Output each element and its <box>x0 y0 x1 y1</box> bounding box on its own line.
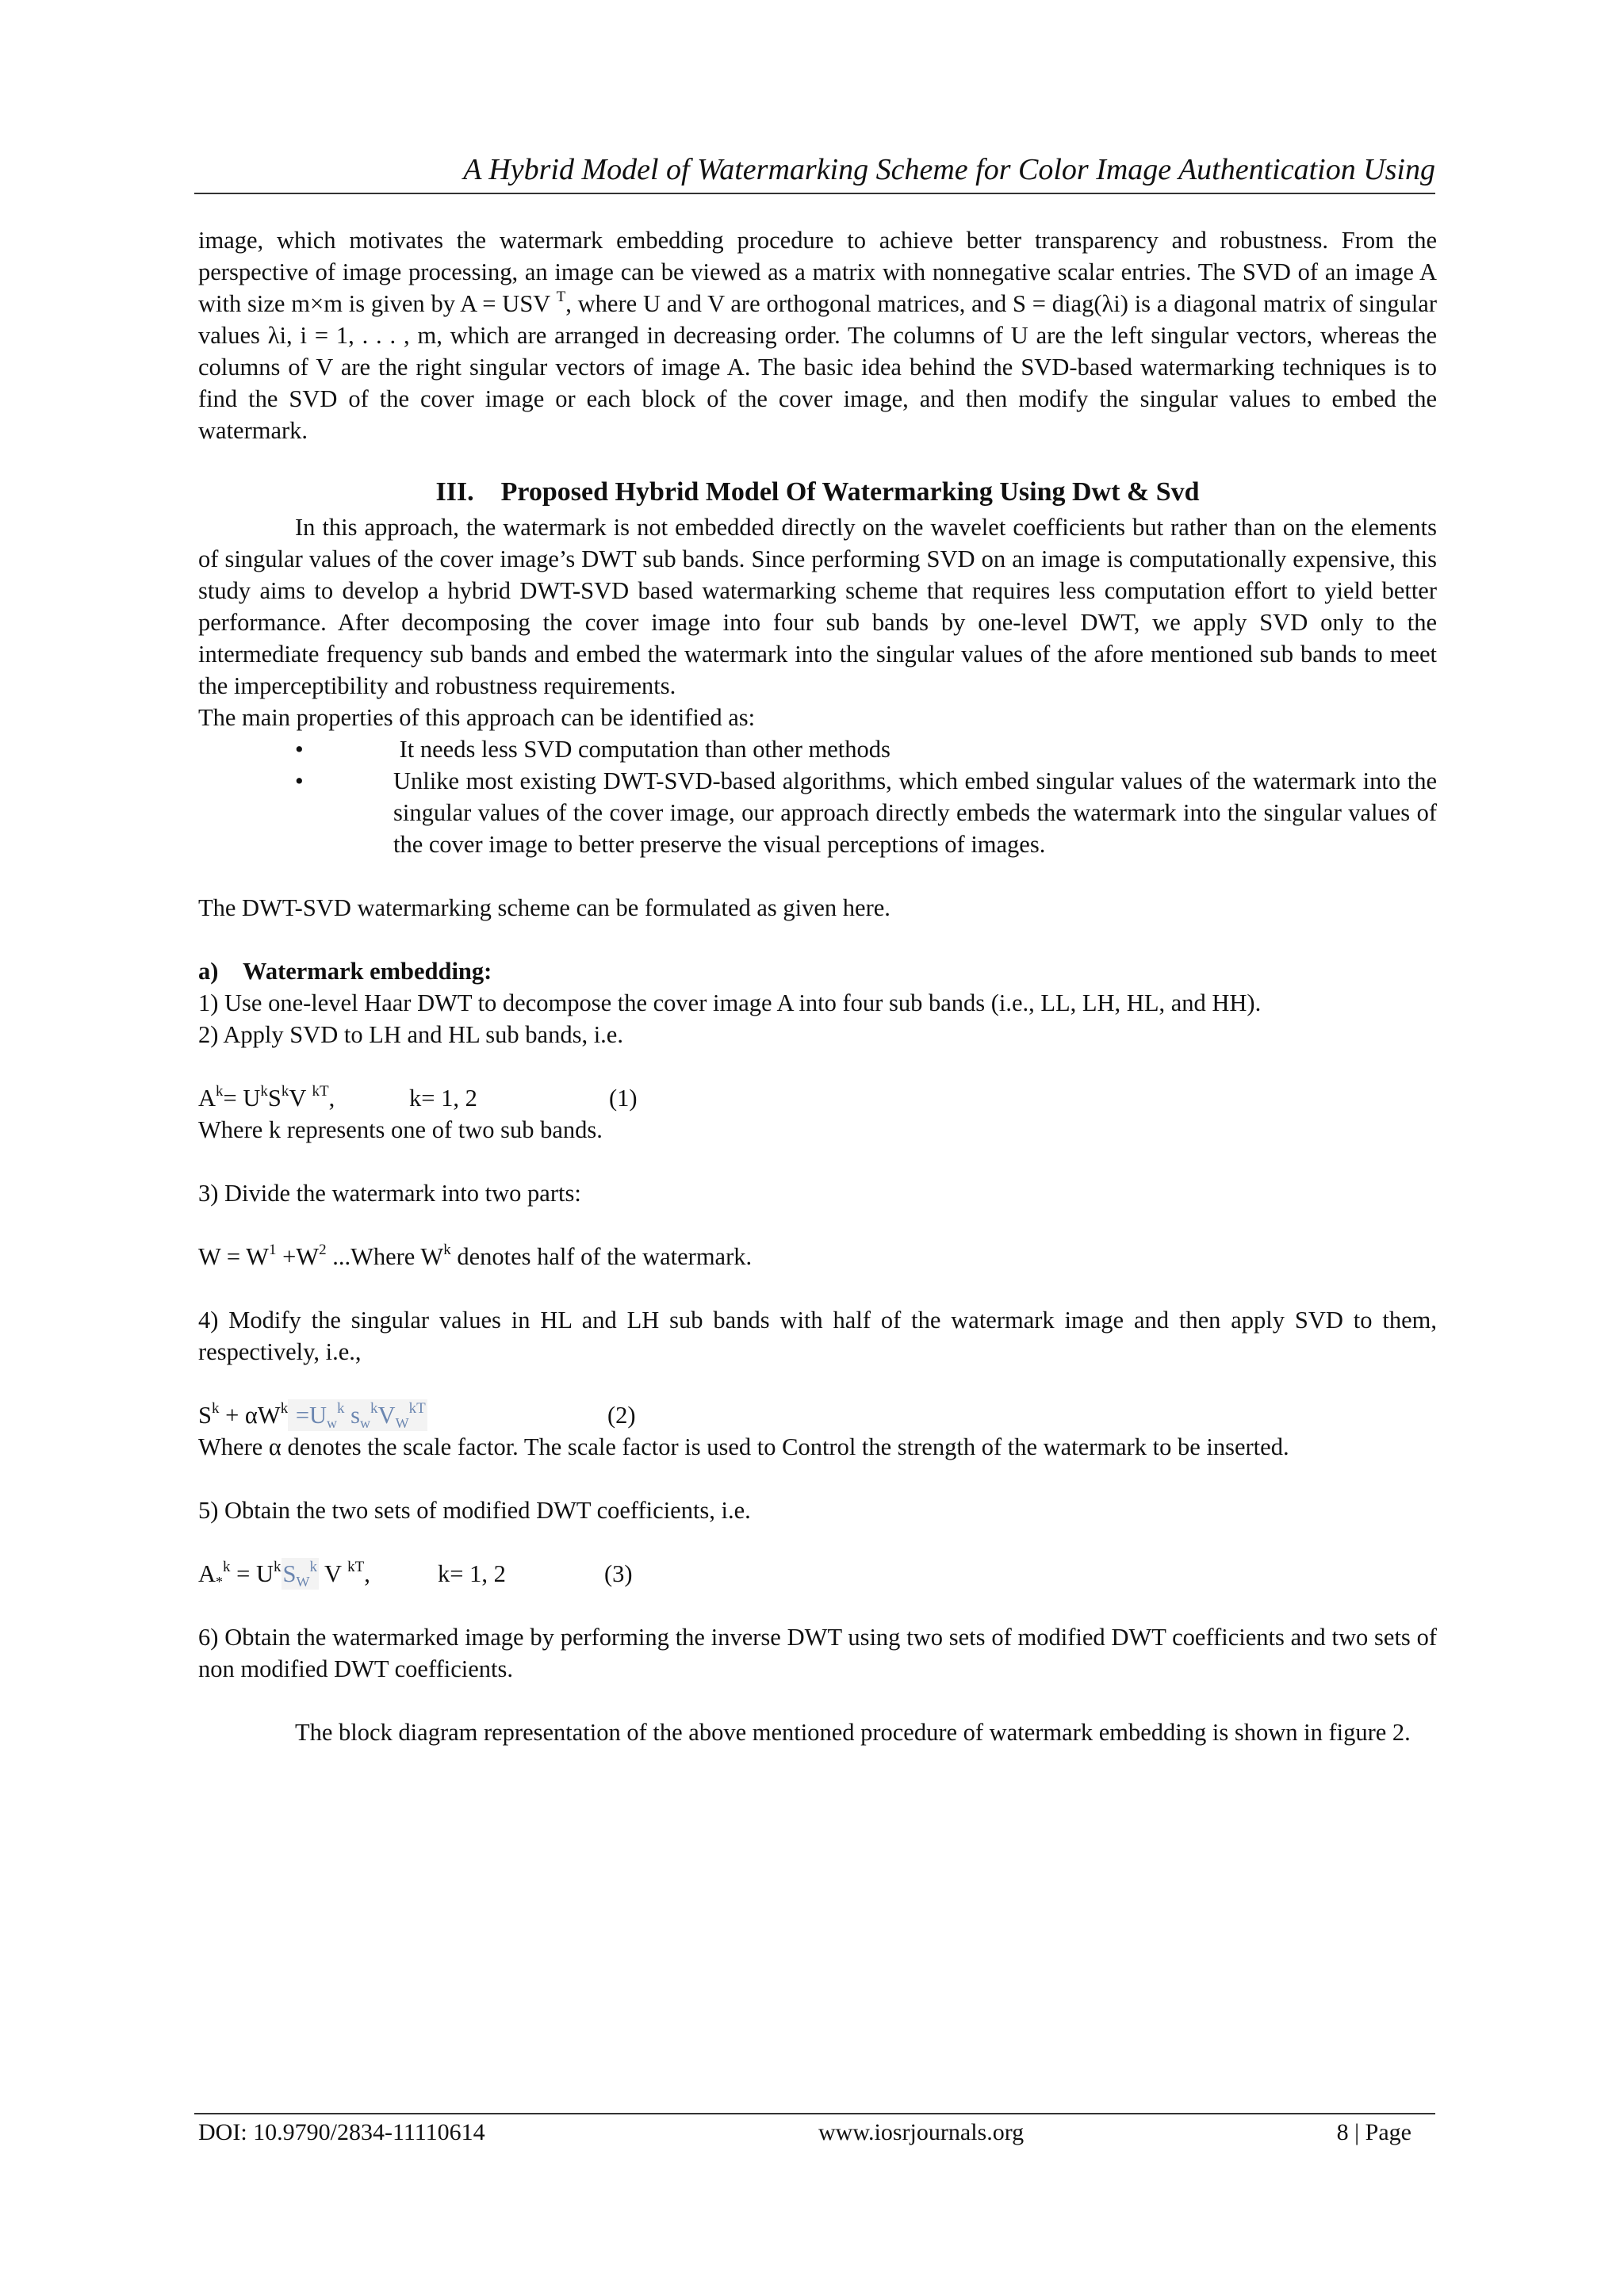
equation-2-note: Where α denotes the scale factor. The scale factor is used to Control the strength of the watermark to be inserted. <box>198 1433 1289 1460</box>
footer-rule <box>194 2113 1435 2114</box>
section-paragraph: In this approach, the watermark is not embedded directly on the wavelet coefficients but rather than on the elements of singular values of the cover image’s DWT sub bands. Since performing SVD on an image is computationally expensive, this study aims to develop a hybrid DWT-SVD based watermarking scheme that requires less computation effort to yield better performance. After decomposing the cover image into four sub bands by one-level DWT, we apply SVD only to the intermediate frequency sub bands and embed the watermark into the singular values of the afore mentioned sub bands to meet the imperceptibility and robustness requirements. <box>198 514 1437 699</box>
equation-1-condition: k= 1, 2 <box>409 1085 477 1112</box>
subheading-title: Watermark embedding: <box>243 958 492 985</box>
running-title: A Hybrid Model of Watermarking Scheme for Color Image Authentication Using <box>463 153 1435 186</box>
pasted-equation-fragment: $S_W^k$ <box>282 1559 317 1590</box>
equation-1-number: (1) <box>609 1085 638 1112</box>
intro-paragraph <box>198 224 1437 446</box>
bullet-icon: • <box>295 767 304 794</box>
equation-1-note: Where k represents one of two sub bands. <box>198 1116 603 1143</box>
spacer <box>198 860 1437 892</box>
list-item-text: It needs less SVD computation than other methods <box>393 736 891 763</box>
embedding-subheading <box>198 955 1437 987</box>
watermark-split: $W = W^1 +W^2$ ...Where $W^k$ denotes half of the watermark. <box>198 1242 753 1270</box>
transpose-superscript: T <box>556 289 566 305</box>
equation-3-number: (3) <box>604 1560 633 1587</box>
equation-1 <box>198 1082 1437 1114</box>
equation-3 <box>198 1558 1437 1590</box>
article-body <box>198 224 1437 1748</box>
spacer <box>198 1050 1437 1082</box>
equation-2 <box>198 1399 1437 1431</box>
bullet-icon: • <box>295 736 304 763</box>
intro-text-part-2: , where U and V are orthogonal matrices, and S = diag(λi) is a diagonal matrix of singular values λi, i = 1, . . . , m, which are arranged in decreasing order. The columns of U are the left singular vectors, whereas the columns of V are the right singular vectors of image A. The basic idea behind the SVD-based watermarking techniques is to find the SVD of the cover image or each block of the cover image, and then modify the singular values to embed the watermark. <box>198 290 1437 444</box>
spacer <box>198 924 1437 955</box>
step-5: 5) Obtain the two sets of modified DWT coefficients, i.e. <box>198 1497 751 1524</box>
spacer <box>198 1272 1437 1304</box>
spacer <box>198 1526 1437 1558</box>
equation-2-expression: $S^k + \alpha W^k =U_w^k$ $s_w^kV_W^{kT}$ <box>198 1400 426 1431</box>
step-2: 2) Apply SVD to LH and HL sub bands, i.e. <box>198 1021 623 1048</box>
list-item <box>198 733 1437 765</box>
intro-text-part-1: image, which motivates the watermark embedding procedure to achieve better transparency and robustness. From the perspective of image processing, an image can be viewed as a matrix with nonnegative scalar entries. The SVD of an image A with size m×m is given by A = USV <box>198 227 1437 317</box>
spacer <box>198 1590 1437 1621</box>
pasted-equation-fragment: $=U_w^k$ $s_w^kV_W^{kT}$ <box>289 1400 426 1431</box>
spacer <box>198 1368 1437 1399</box>
spacer <box>198 1685 1437 1716</box>
step-3: 3) Divide the watermark into two parts: <box>198 1180 581 1207</box>
spacer <box>198 446 1437 475</box>
spacer <box>198 1209 1437 1241</box>
spacer <box>198 1463 1437 1494</box>
footer-page-number: 8 | Page <box>1336 2119 1411 2145</box>
properties-intro: The main properties of this approach can be identified as: <box>198 704 756 731</box>
header-rule <box>194 193 1435 194</box>
section-heading: III. Proposed Hybrid Model Of Watermarking Using Dwt & Svd <box>435 477 1200 507</box>
footer-website: www.iosrjournals.org <box>818 2119 1025 2145</box>
closing-paragraph: The block diagram representation of the above mentioned procedure of watermark embedding is shown in figure 2. <box>295 1719 1411 1746</box>
equation-1-expression: $A^k= U^kS^kV$ $^{kT}$, <box>198 1083 335 1112</box>
subheading-label: a) <box>198 958 219 985</box>
footer-doi: DOI: 10.9790/2834-11110614 <box>198 2119 485 2145</box>
spacer <box>198 1146 1437 1177</box>
step-4: 4) Modify the singular values in HL and LH sub bands with half of the watermark image and then apply SVD to them, respectively, i.e., <box>198 1307 1437 1365</box>
step-1: 1) Use one-level Haar DWT to decompose the cover image A into four sub bands (i.e., LL, LH, HL, and HH). <box>198 989 1262 1016</box>
equation-3-condition: k= 1, 2 <box>438 1560 506 1587</box>
formulation-sentence: The DWT-SVD watermarking scheme can be formulated as given here. <box>198 894 891 921</box>
step-6: 6) Obtain the watermarked image by performing the inverse DWT using two sets of modified DWT coefficients and two sets of non modified DWT coefficients. <box>198 1624 1437 1682</box>
equation-2-number: (2) <box>607 1402 636 1429</box>
list-item-text: Unlike most existing DWT-SVD-based algorithms, which embed singular values of the watermark into the singular values of the cover image, our approach directly embeds the watermark into the singular values of the cover image to better preserve the visual perceptions of images. <box>393 767 1437 858</box>
list-item <box>198 765 1437 860</box>
properties-list <box>198 733 1437 860</box>
equation-3-expression: $A_*^k = U^kS_W^k$ V $^{kT}$, <box>198 1559 370 1590</box>
